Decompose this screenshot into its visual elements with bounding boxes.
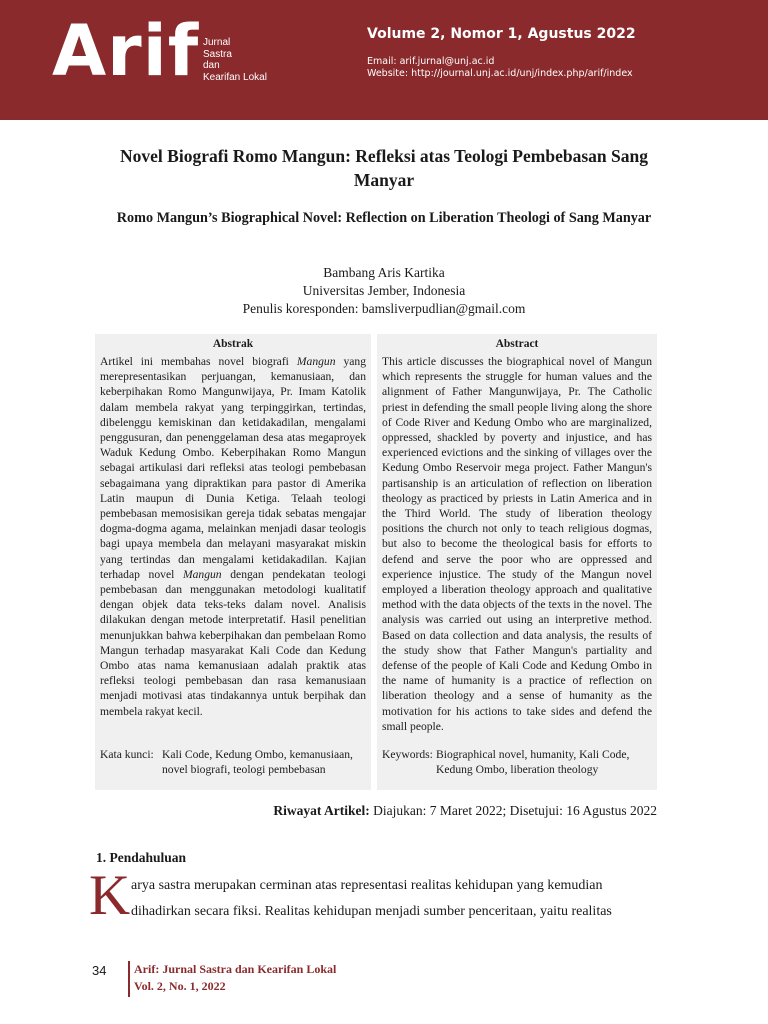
- drop-cap: K: [89, 864, 131, 927]
- journal-website[interactable]: Website: http://journal.unj.ac.id/unj/index.php/arif/index: [367, 68, 633, 79]
- abstract-heading: Abstract: [495, 338, 539, 350]
- article-history: [273, 803, 657, 819]
- footer-divider: [128, 961, 130, 997]
- corresponding-author: Penulis koresponden: bamsliverpudlian@gmail.com: [242, 301, 526, 316]
- journal-header: [0, 0, 768, 120]
- section-heading: 1. Pendahuluan: [96, 850, 187, 865]
- kata-kunci-label: Kata kunci:: [100, 748, 154, 761]
- article-subtitle: Romo Mangun’s Biographical Novel: Reflection on Liberation Theologi of Sang Manyar: [116, 210, 652, 226]
- history-text: Diajukan: 7 Maret 2022; Disetujui: 16 Agustus 2022: [369, 803, 657, 818]
- volume-info: Volume 2, Nomor 1, Agustus 2022: [367, 26, 636, 42]
- abstract-panel: [377, 334, 657, 790]
- abstrak-text: [100, 354, 366, 719]
- body-line: arya sastra merupakan cerminan atas representasi realitas kehidupan yang kemudian: [131, 878, 603, 893]
- kata-kunci-text: Kali Code, Kedung Ombo, kemanusiaan, novel biografi, teologi pembebasan: [162, 748, 353, 777]
- keywords-text: Biographical novel, humanity, Kali Code, Kedung Ombo, liberation theology: [436, 748, 630, 777]
- abstrak-text-part: Artikel ini membahas novel biografi: [100, 355, 297, 368]
- abstrak-heading: Abstrak: [212, 338, 254, 350]
- article-title: Novel Biografi Romo Mangun: Refleksi atas Teologi Pembebasan Sang Manyar: [120, 146, 648, 190]
- journal-email[interactable]: Email: arif.jurnal@unj.ac.id: [367, 56, 495, 67]
- journal-contact: [367, 56, 633, 80]
- keywords-label: Keywords:: [382, 748, 433, 761]
- abstrak-text-italic: Mangun: [182, 567, 222, 581]
- abstrak-text-part: yang merepresentasikan perjuangan, kemanusiaan, dan keberpihakan Romo Mangunwijaya, Pr. Imam Katolik dalam membela rakyat yang terpinggirkan, tertindas, dibelenggu kemiskinan dan ketidakadilan, mengalami penggusuran, dan penenggelaman desa atas megaproyek Waduk Kedung Ombo. Keberpihakan Romo Mangun sebagai artikulasi dari refleksi atas teologi pembebasan sebagaimana yang dipraktikan para pastor di Amerika Latin maupun di Dunia Ketiga. Telaah teologi pembebasan memosisikan gereja tidak sebatas mengajar dogma-dogma agama, melainkan menjadi dasar teologis bagi upaya membela dan melayani masyarakat miskin yang tertindas dan mengalami ketidakadilan. Kajian terhadap novel: [100, 355, 367, 581]
- page-number: 34: [92, 963, 107, 978]
- author-name: Bambang Aris Kartika: [323, 265, 445, 280]
- journal-logo: Arif: [52, 10, 200, 92]
- author-affiliation: Universitas Jember, Indonesia: [302, 283, 466, 298]
- logo-sub-line: dan: [203, 60, 220, 71]
- abstrak-text-italic: Mangun: [296, 355, 336, 368]
- history-label: Riwayat Artikel:: [273, 803, 370, 818]
- journal-logo-subtitle: [203, 37, 267, 83]
- body-line: dihadirkan secara fiksi. Realitas kehidupan menjadi sumber penceritaan, yaitu realitas: [131, 904, 612, 919]
- kata-kunci: [100, 747, 366, 777]
- abstract-text: This article discusses the biographical novel of Mangun which represents the struggle for human values and the alignment of Father Mangunwijaya, Pr. The Catholic priest in defending the small people living along the shore of Code River and Kedung Ombo who are marginalized, oppressed, shackled by poverty and injustice, and has experienced evictions and the sinking of villages over the Kedung Ombo Reservoir mega project. Father Mangun's partisanship is an articulation of reflection on liberation theology as practiced by priests in Latin America and in the Third World. The study of liberation theology positions the church not only to teach religious dogmas, but also to become the theological basis for efforts to defend and serve the poor who are oppressed and experience injustice. The study of the Mangun novel employed a liberation theology approach and qualitative method with the data objects of the texts in the novel. The analysis was carried out using an interpretive method. Based on data collection and data analysis, the results of the study show that Father Mangun's partiality and defense of the people of Kali Code and Kedung Ombo in the name of humanity is a practice of reflection on liberation theology and a sense of humanity as the motivation for his actions to take sides and defend the small people.: [382, 355, 652, 733]
- footer-journal: [134, 961, 336, 995]
- logo-sub-line: Sastra: [203, 48, 232, 60]
- logo-sub-line: Jurnal: [203, 37, 231, 48]
- author-block: [100, 264, 668, 318]
- logo-sub-line: Kearifan Lokal: [203, 71, 267, 83]
- keywords: [382, 747, 652, 777]
- footer-journal-name: Arif: Jurnal Sastra dan Kearifan Lokal: [134, 962, 337, 976]
- footer-volume: Vol. 2, No. 1, 2022: [134, 979, 226, 993]
- abstrak-text-part: dengan pendekatan teologi pembebasan dan menggunakan metodologi kualitatif dengan objek data teks-teks dalam novel. Analisis dilakukan dengan metode interpretatif. Hasil penelitian menunjukkan bahwa keberpihakan dan pembelaan Romo Mangun terhadap masyarakat Kali Code dan Kedung Ombo atas nama kemanusiaan adalah praktik atas refleksi teologi pembebasan dan rasa kemanusiaan menjadi motivasi atas tindakannya untuk berpihak dan membela rakyat kecil.: [100, 567, 366, 718]
- abstrak-panel: [95, 334, 371, 790]
